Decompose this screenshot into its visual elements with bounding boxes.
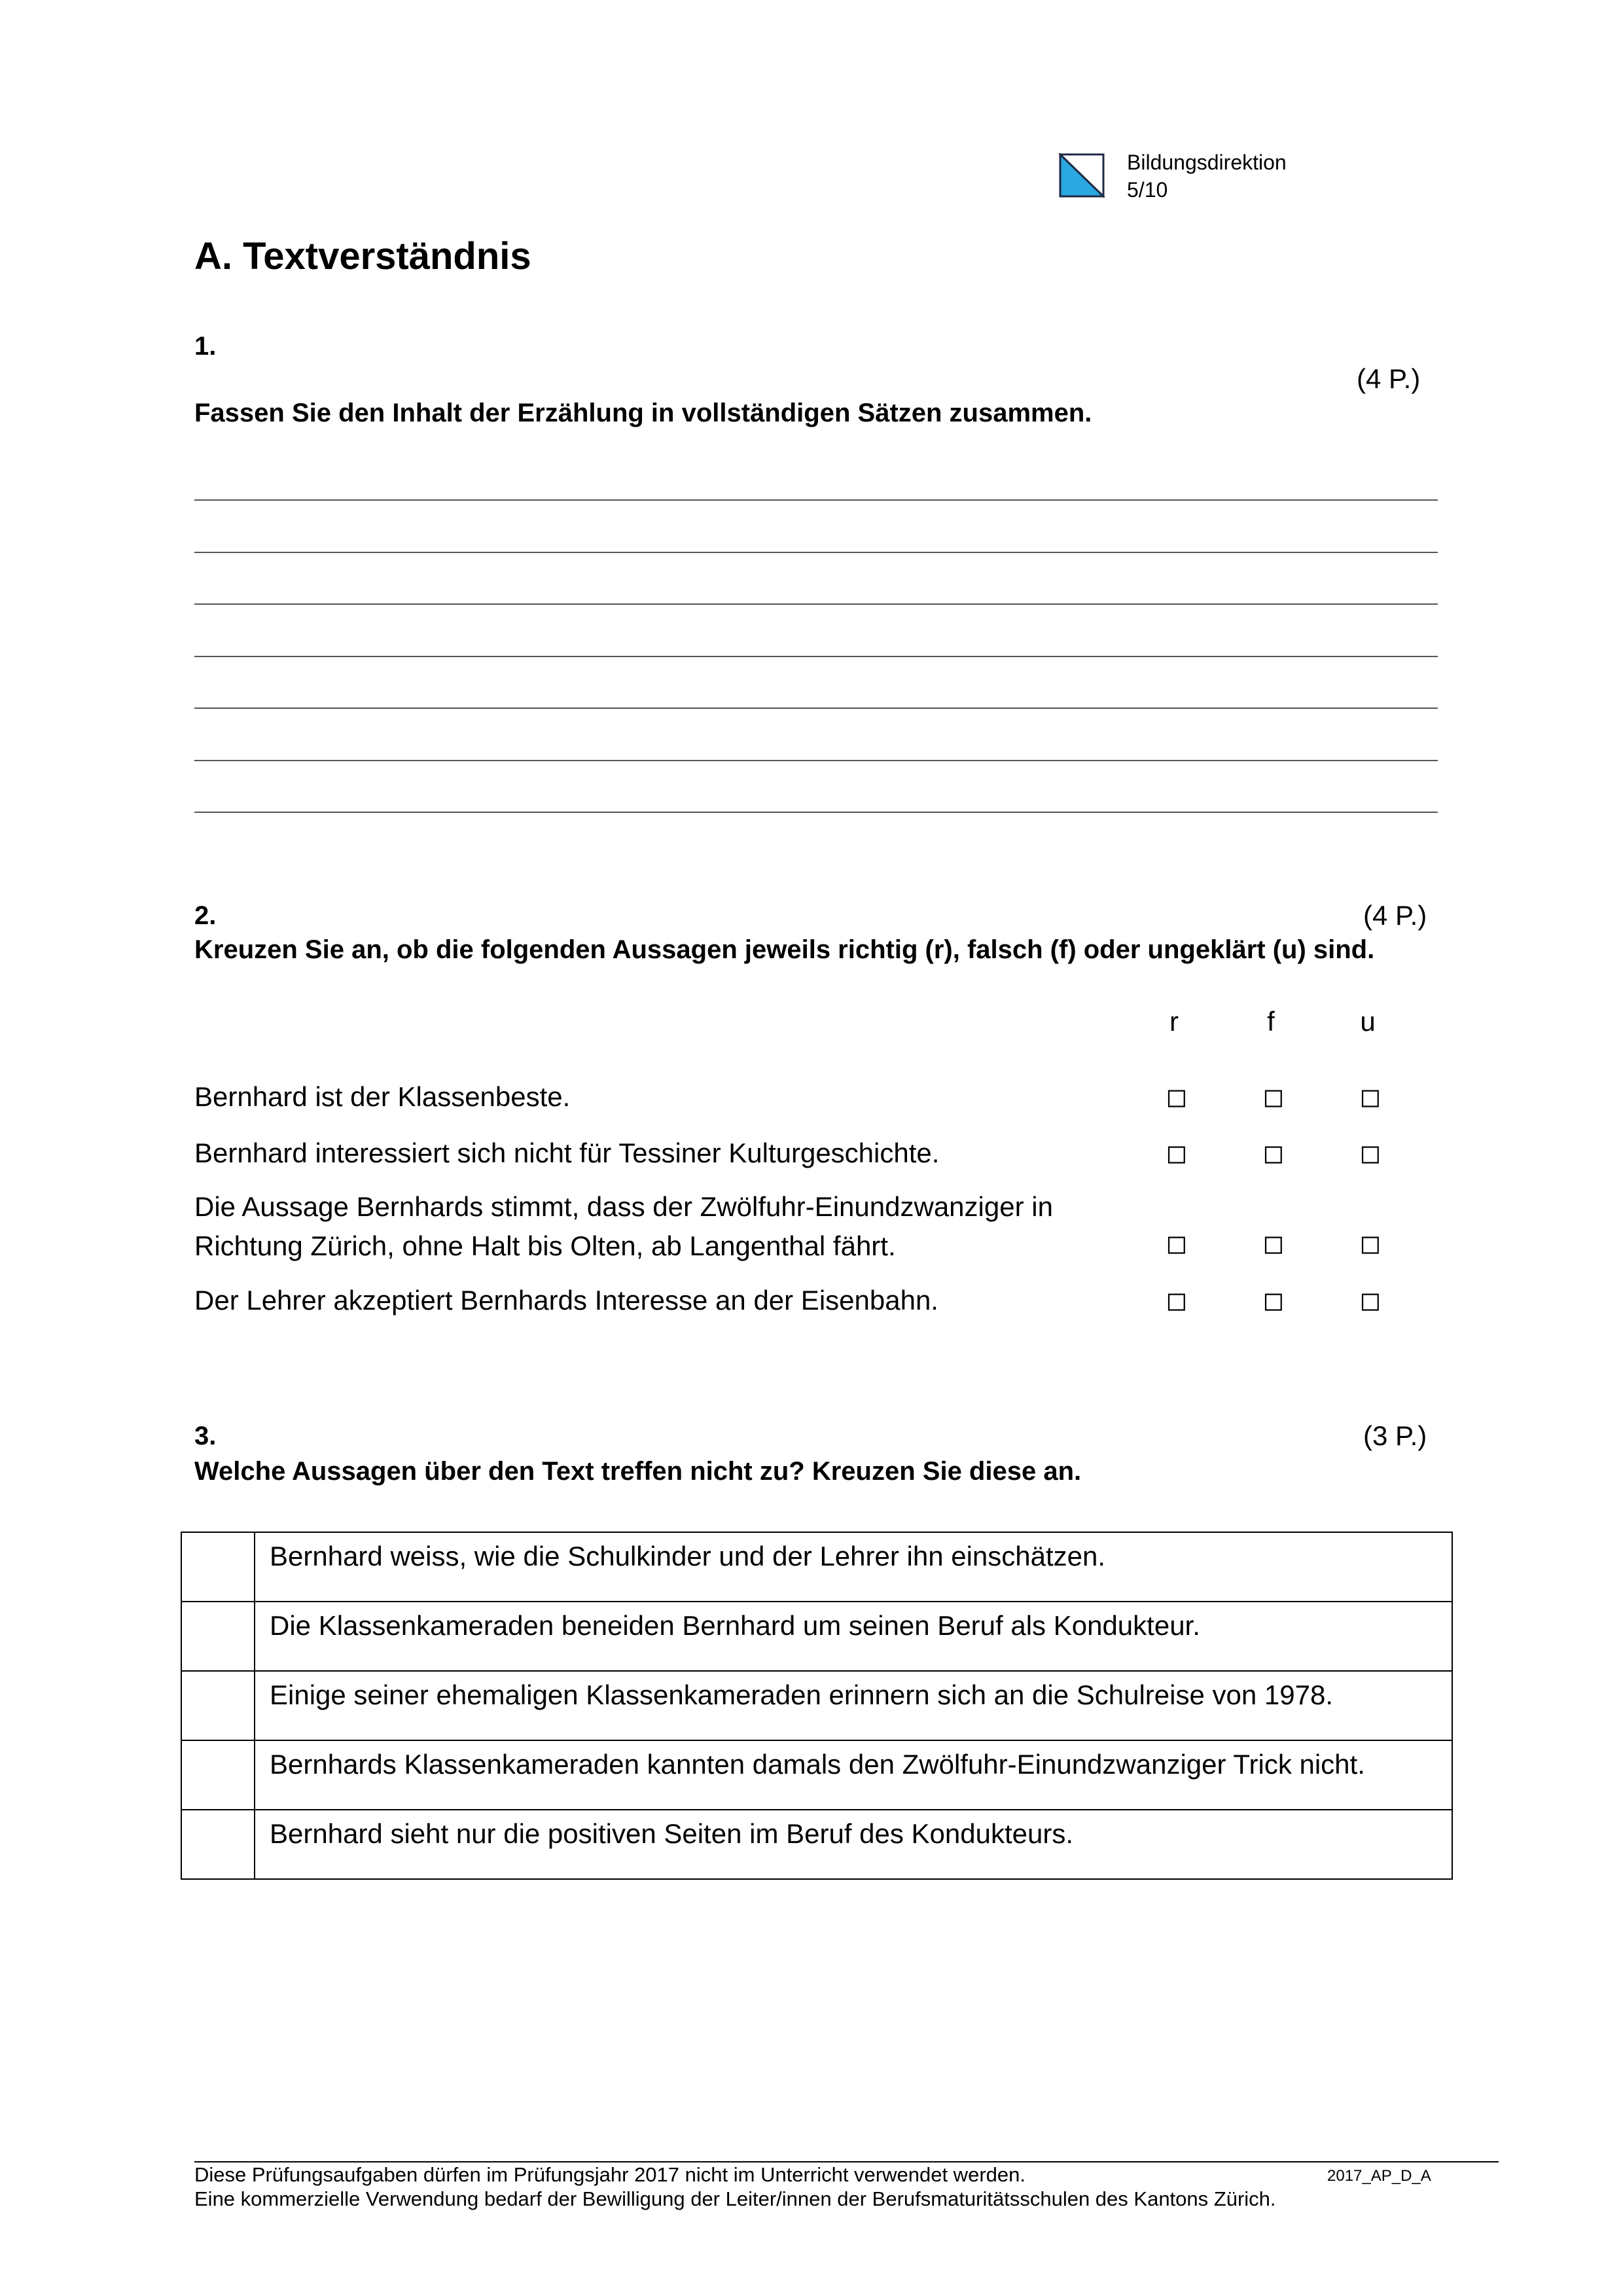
answer-line[interactable] xyxy=(194,708,1438,709)
table-row xyxy=(181,1671,1452,1740)
checkbox-cell[interactable] xyxy=(181,1740,255,1810)
table-row xyxy=(181,1810,1452,1879)
table-row xyxy=(181,1532,1452,1602)
checkbox-f[interactable]: ◻ xyxy=(1262,1286,1285,1315)
column-header-r: r xyxy=(1169,1006,1179,1037)
q2-statement: Bernhard ist der Klassenbeste. xyxy=(194,1081,571,1112)
answer-line[interactable] xyxy=(194,552,1438,553)
footer-usage: Eine kommerzielle Verwendung bedarf der Bewilligung der Leiter/innen der Berufsmaturitätsschulen des Kantons Zürich. xyxy=(194,2187,1276,2210)
q2-statement: Der Lehrer akzeptiert Bernhards Interesse an der Eisenbahn. xyxy=(194,1285,938,1316)
column-header-f: f xyxy=(1267,1006,1275,1037)
checkbox-r[interactable]: ◻ xyxy=(1166,1083,1188,1111)
checkbox-f[interactable]: ◻ xyxy=(1262,1229,1285,1258)
checkbox-cell[interactable] xyxy=(181,1810,255,1879)
document-code: 2017_AP_D_A xyxy=(1327,2167,1431,2185)
q2-number: 2. xyxy=(194,901,217,930)
q3-instruction: Welche Aussagen über den Text treffen nicht zu? Kreuzen Sie diese an. xyxy=(194,1457,1082,1486)
checkbox-f[interactable]: ◻ xyxy=(1262,1083,1285,1111)
checkbox-cell[interactable] xyxy=(181,1671,255,1740)
q2-points: (4 P.) xyxy=(1363,900,1427,931)
q3-number: 3. xyxy=(194,1422,217,1450)
table-row xyxy=(181,1740,1452,1810)
column-header-u: u xyxy=(1360,1006,1376,1037)
q2-statement: Die Aussage Bernhards stimmt, dass der Zwölfuhr-Einundzwanziger in Richtung Zürich, ohne Halt bis Olten, ab Langenthal fährt. xyxy=(194,1191,1053,1261)
q3-statement-table xyxy=(181,1532,1453,1880)
q3-statement: Einige seiner ehemaligen Klassenkameraden erinnern sich an die Schulreise von 1978. xyxy=(255,1671,1452,1740)
checkbox-f[interactable]: ◻ xyxy=(1262,1139,1285,1168)
section-title: A. Textverständnis xyxy=(194,235,531,278)
answer-line[interactable] xyxy=(194,812,1438,813)
q3-statement: Bernhards Klassenkameraden kannten damals den Zwölfuhr-Einundzwanziger Trick nicht. xyxy=(255,1740,1452,1810)
q3-statement: Bernhard sieht nur die positiven Seiten im Beruf des Kondukteurs. xyxy=(255,1810,1452,1879)
answer-line[interactable] xyxy=(194,656,1438,657)
checkbox-u[interactable]: ◻ xyxy=(1359,1139,1382,1168)
checkbox-r[interactable]: ◻ xyxy=(1166,1139,1188,1168)
checkbox-u[interactable]: ◻ xyxy=(1359,1286,1382,1315)
q2-instruction: Kreuzen Sie an, ob die folgenden Aussagen jeweils richtig (r), falsch (f) oder ungeklärt (u) sind. xyxy=(194,935,1375,964)
canton-zurich-logo xyxy=(1059,153,1105,198)
q1-number: 1. xyxy=(194,332,217,361)
checkbox-cell[interactable] xyxy=(181,1602,255,1671)
answer-line[interactable] xyxy=(194,760,1438,761)
table-row xyxy=(181,1602,1452,1671)
answer-line[interactable] xyxy=(194,603,1438,605)
q3-statement: Bernhard weiss, wie die Schulkinder und der Lehrer ihn einschätzen. xyxy=(255,1532,1452,1602)
q1-instruction: Fassen Sie den Inhalt der Erzählung in vollständigen Sätzen zusammen. xyxy=(194,399,1092,427)
q1-points: (4 P.) xyxy=(1357,363,1421,394)
footer-notice: Diese Prüfungsaufgaben dürfen im Prüfungsjahr 2017 nicht im Unterricht verwendet werden. xyxy=(194,2163,1026,2186)
q2-statement: Bernhard interessiert sich nicht für Tessiner Kulturgeschichte. xyxy=(194,1138,940,1168)
checkbox-r[interactable]: ◻ xyxy=(1166,1286,1188,1315)
q3-points: (3 P.) xyxy=(1363,1420,1427,1451)
answer-line[interactable] xyxy=(194,499,1438,501)
page-number: 5/10 xyxy=(1127,178,1168,202)
checkbox-r[interactable]: ◻ xyxy=(1166,1229,1188,1258)
checkbox-u[interactable]: ◻ xyxy=(1359,1229,1382,1258)
office-name: Bildungsdirektion xyxy=(1127,151,1287,174)
checkbox-u[interactable]: ◻ xyxy=(1359,1083,1382,1111)
q3-statement: Die Klassenkameraden beneiden Bernhard um seinen Beruf als Kondukteur. xyxy=(255,1602,1452,1671)
checkbox-cell[interactable] xyxy=(181,1532,255,1602)
